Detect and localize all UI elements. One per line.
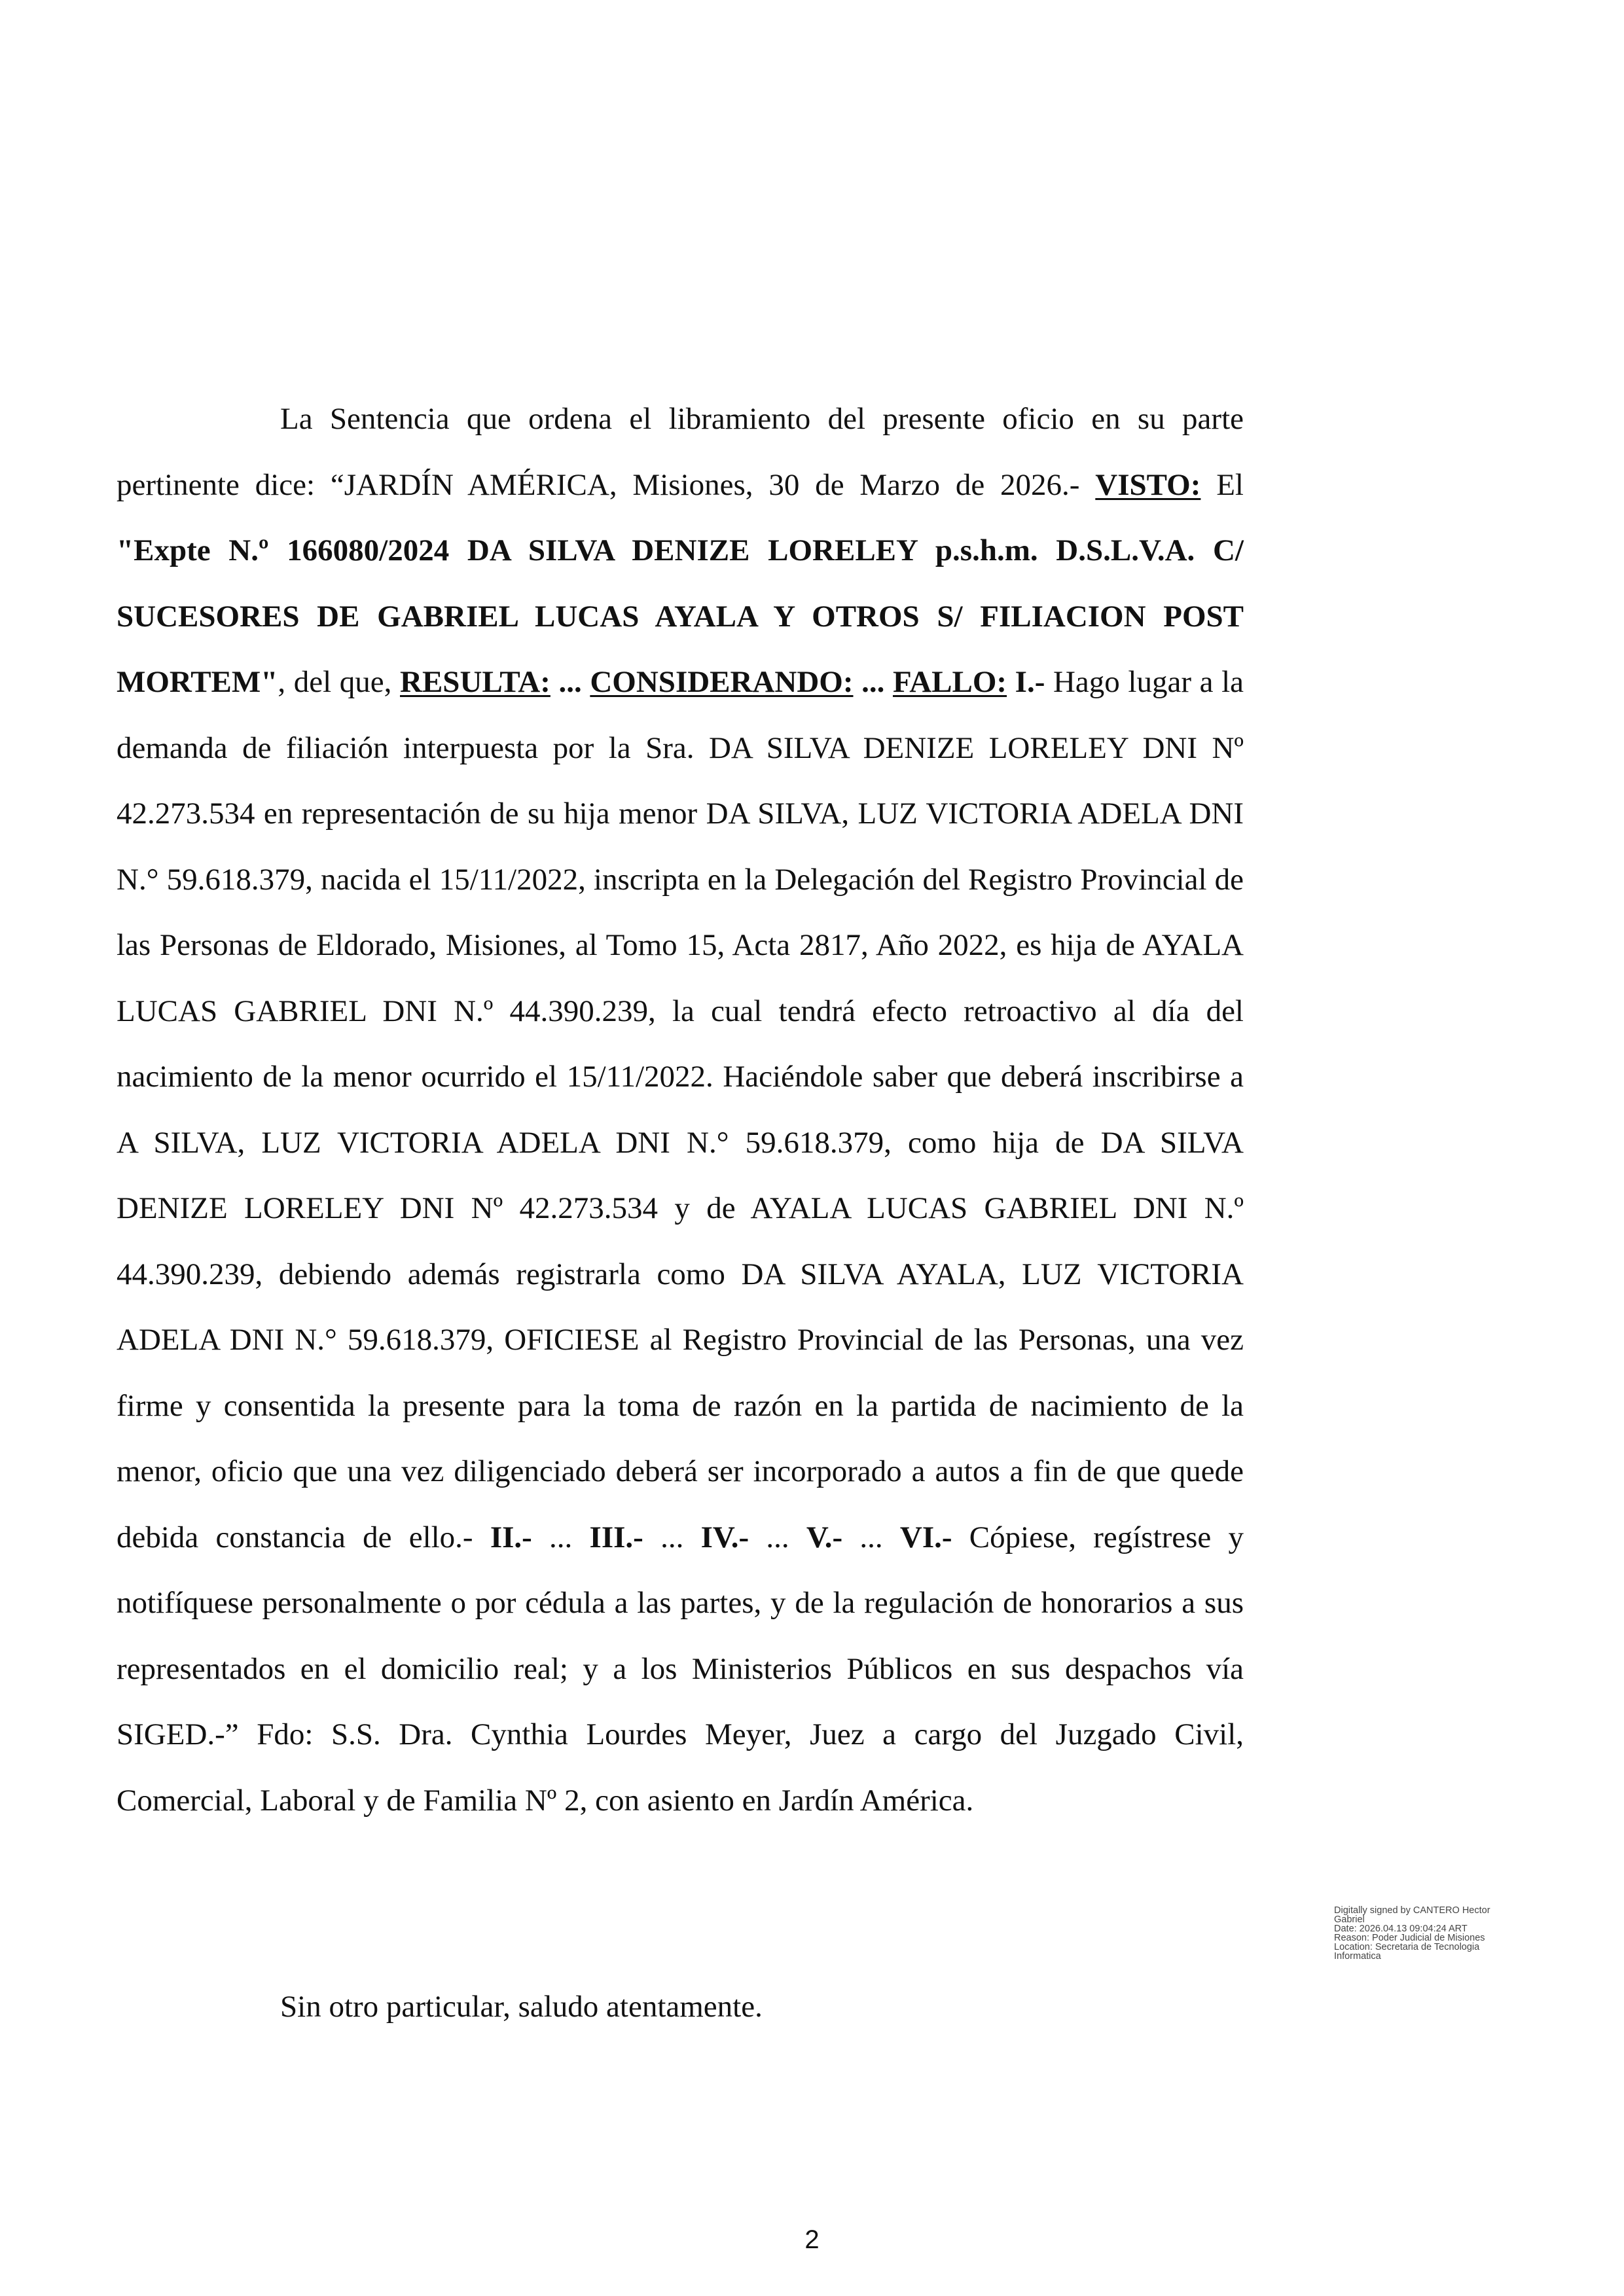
signature-line: Date: 2026.04.13 09:04:24 ART xyxy=(1334,1924,1468,1934)
connector-text: , del que, xyxy=(278,665,401,699)
ellipsis: ... xyxy=(643,1520,701,1554)
closing-text: Cópiese, regístrese y notifíquese personalmente o por cédula a las partes, y de la regulación de honorarios a sus representados en el domicilio real; y a los Ministerios Públicos en sus despachos vía SIGED.-” Fdo: S.S. Dra. Cynthia Lourdes Meyer, Juez a cargo del Juzgado Civil, Comercial, Laboral y de Familia Nº 2, con asiento en Jardín América. xyxy=(117,1520,1244,1818)
item-one: I.- xyxy=(1007,665,1045,699)
item-five: V.- xyxy=(806,1520,843,1554)
signature-line: Informatica xyxy=(1334,1951,1381,1962)
item-three: III.- xyxy=(589,1520,643,1554)
signature-line: Location: Secretaria de Tecnologia xyxy=(1334,1942,1480,1952)
item-two: II.- xyxy=(490,1520,532,1554)
fallo-label: FALLO: xyxy=(892,665,1007,699)
ellipsis: ... xyxy=(532,1520,590,1554)
ellipsis: ... xyxy=(749,1520,806,1554)
connector-text: El xyxy=(1200,467,1244,502)
visto-label: VISTO: xyxy=(1095,467,1201,502)
ellipsis: ... xyxy=(842,1520,900,1554)
signature-line: Digitally signed by CANTERO Hector xyxy=(1334,1905,1490,1916)
case-title: "Expte N.º 166080/2024 DA SILVA DENIZE LORELEY p.s.h.m. D.S.L.V.A. C/ SUCESORES DE GABRIEL LUCAS AYALA Y OTROS S/ FILIACION POST MORTEM" xyxy=(117,533,1244,699)
ellipsis: ... xyxy=(550,665,590,699)
signature-line: Gabriel xyxy=(1334,1914,1365,1925)
main-ruling-text: Hago lugar a la demanda de filiación interpuesta por la Sra. DA SILVA DENIZE LORELEY DNI Nº 42.273.534 en representación de su hija menor DA SILVA, LUZ VICTORIA ADELA DNI N.° 59.618.379, nacida el 15/11/2022, inscripta en la Delegación del Registro Provincial de las Personas de Eldorado, Misiones, al Tomo 15, Acta 2817, Año 2022, es hija de AYALA LUCAS GABRIEL DNI N.º 44.390.239, la cual tendrá efecto retroactivo al día del nacimiento de la menor ocurrido el 15/11/2022. Haciéndole saber que deberá inscribirse a A SILVA, LUZ VICTORIA ADELA DNI N.° 59.618.379, como hija de DA SILVA DENIZE LORELEY DNI Nº 42.273.534 y de AYALA LUCAS GABRIEL DNI N.º 44.390.239, debiendo además registrarla como DA SILVA AYALA, LUZ VICTORIA ADELA DNI N.° 59.618.379, OFICIESE al Registro Provincial de las Personas, una vez firme y consentida la presente para la toma de razón en la partida de nacimiento de la menor, oficio que una vez diligenciado deberá ser incorporado a autos a fin de que quede debida constancia de ello.- xyxy=(117,665,1244,1554)
item-four: IV.- xyxy=(700,1520,749,1554)
resulta-label: RESULTA: xyxy=(400,665,550,699)
signature-line: Reason: Poder Judicial de Misiones xyxy=(1334,1933,1485,1943)
page-number: 2 xyxy=(804,2225,820,2254)
sign-off: Sin otro particular, saludo atentamente. xyxy=(280,1990,763,2024)
item-six: VI.- xyxy=(899,1520,952,1554)
sentence-paragraph xyxy=(117,386,1244,1833)
considerando-label: CONSIDERANDO: xyxy=(590,665,854,699)
opening-text: La Sentencia que ordena el libramiento del presente oficio en su parte pertinente dice: “JARDÍN AMÉRICA, Misiones, 30 de Marzo de 2026.- xyxy=(117,402,1244,502)
ellipsis: ... xyxy=(853,665,893,699)
digital-signature xyxy=(1334,1906,1530,1961)
